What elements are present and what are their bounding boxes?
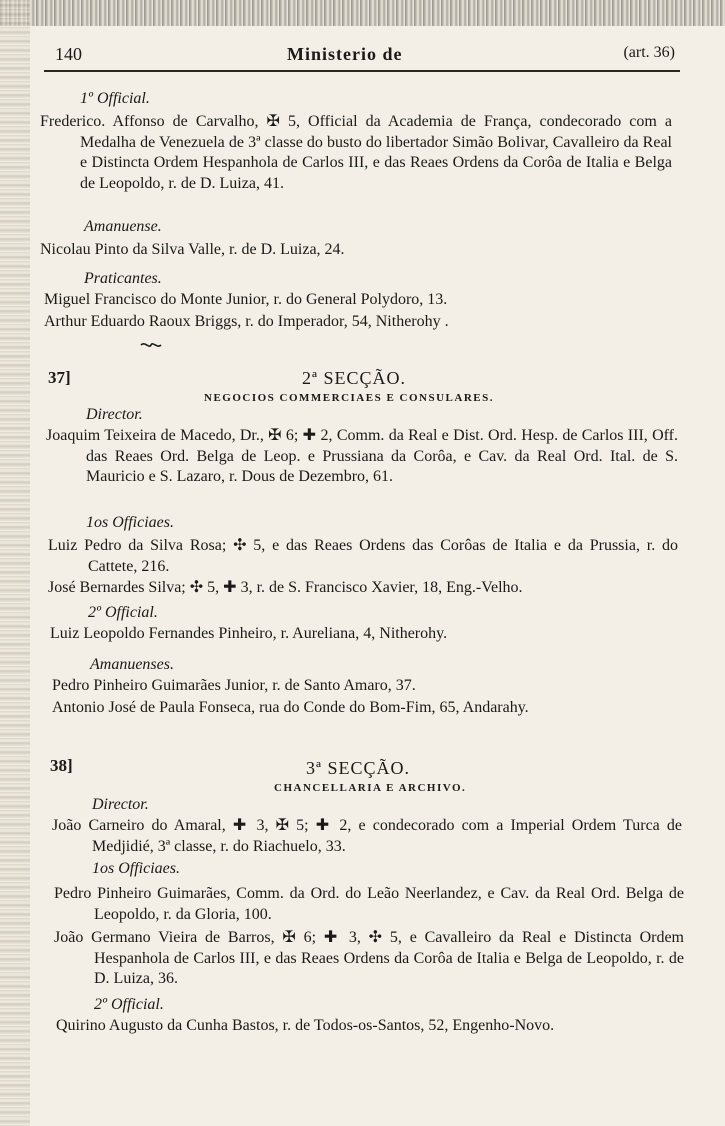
staff-entry: Antonio José de Paula Fonseca, rua do Conde do Bom-Fim, 65, Andarahy. [52, 699, 529, 716]
section-number: 38] [50, 756, 73, 775]
staff-entry: João Germano Vieira de Barros, ✠ 6; ✚ 3, ✣ 5, e Cavalleiro da Real e Distincta Ordem Hespanhola de Carlos III, e das Reaes Ordens da Corôa de Italia e Belga de Leopoldo, r. de D. Luiza, 36. [54, 929, 684, 987]
page-header [55, 44, 675, 70]
section-subtitle: NEGOCIOS COMMERCIAES E CONSULARES. [204, 392, 494, 404]
role-heading: Amanuenses. [90, 656, 174, 673]
role-heading: Director. [86, 406, 143, 423]
staff-entry: Miguel Francisco do Monte Junior, r. do General Polydoro, 13. [44, 291, 448, 308]
staff-entry: Quirino Augusto da Cunha Bastos, r. de Todos-os-Santos, 52, Engenho-Novo. [56, 1017, 555, 1034]
role-heading: 2º Official. [94, 996, 164, 1013]
page-edge-top [0, 0, 725, 26]
staff-entry: Joaquim Teixeira de Macedo, Dr., ✠ 6; ✚ 2, Comm. da Real e Dist. Ord. Hesp. de Carlos III, Off. das Reaes Ord. Belga de Leop. e Prussiana da Corôa, e Cav. da Real Ord. Ital. de S. Mauricio e S. Lazaro, r. Dous de Dezembro, 61. [46, 427, 678, 485]
page-running-title: Ministerio de [287, 44, 403, 64]
staff-entry: Frederico. Affonso de Carvalho, ✠ 5, Official da Academia de França, condecorado com a Medalha de Venezuela de 3ª classe do busto do libertador Simão Bolivar, Cavalleiro da Real e Distincta Ordem Hespanhola de Carlos III, e das Reaes Ordens da Corôa de Italia e Belga de Leopoldo, r. de D. Luiza, 41. [40, 113, 672, 192]
role-heading: 2º Official. [88, 604, 158, 621]
page-number: 140 [55, 44, 82, 64]
section-number: 37] [48, 368, 71, 387]
section-subtitle: CHANCELLARIA E ARCHIVO. [274, 782, 467, 794]
staff-entry: João Carneiro do Amaral, ✚ 3, ✠ 5; ✚ 2, e condecorado com a Imperial Ordem Turca de Medjidié, 3ª classe, r. do Riachuelo, 33. [52, 817, 682, 855]
staff-entry: José Bernardes Silva; ✣ 5, ✚ 3, r. de S. Francisco Xavier, 18, Eng.-Velho. [48, 579, 523, 596]
staff-entry: Luiz Pedro da Silva Rosa; ✣ 5, e das Reaes Ordens das Corôas de Italia e da Prussia, r. do Cattete, 216. [48, 537, 678, 575]
ornament-icon [140, 340, 162, 350]
staff-entry: Pedro Pinheiro Guimarães, Comm. da Ord. do Leão Neerlandez, e Cav. da Real Ord. Belga de Leopoldo, r. da Gloria, 100. [54, 885, 684, 923]
section-title: 3ª SECÇÃO. [306, 758, 410, 778]
staff-entry: Nicolau Pinto da Silva Valle, r. de D. Luiza, 24. [40, 241, 345, 258]
role-heading: Director. [92, 796, 149, 813]
section-title: 2ª SECÇÃO. [302, 368, 406, 388]
role-heading: 1os Officiaes. [86, 514, 174, 531]
article-reference: (art. 36) [623, 44, 675, 61]
role-heading: Amanuense. [84, 218, 162, 235]
role-heading: 1º Official. [80, 90, 150, 107]
role-heading: Praticantes. [84, 270, 162, 287]
header-rule [44, 70, 680, 72]
staff-entry: Pedro Pinheiro Guimarães Junior, r. de Santo Amaro, 37. [52, 677, 416, 694]
page-edge-left [0, 0, 30, 1126]
staff-entry: Arthur Eduardo Raoux Briggs, r. do Imperador, 54, Nitherohy . [44, 313, 449, 330]
staff-entry: Luiz Leopoldo Fernandes Pinheiro, r. Aureliana, 4, Nitherohy. [50, 625, 448, 642]
role-heading: 1os Officiaes. [92, 860, 180, 877]
